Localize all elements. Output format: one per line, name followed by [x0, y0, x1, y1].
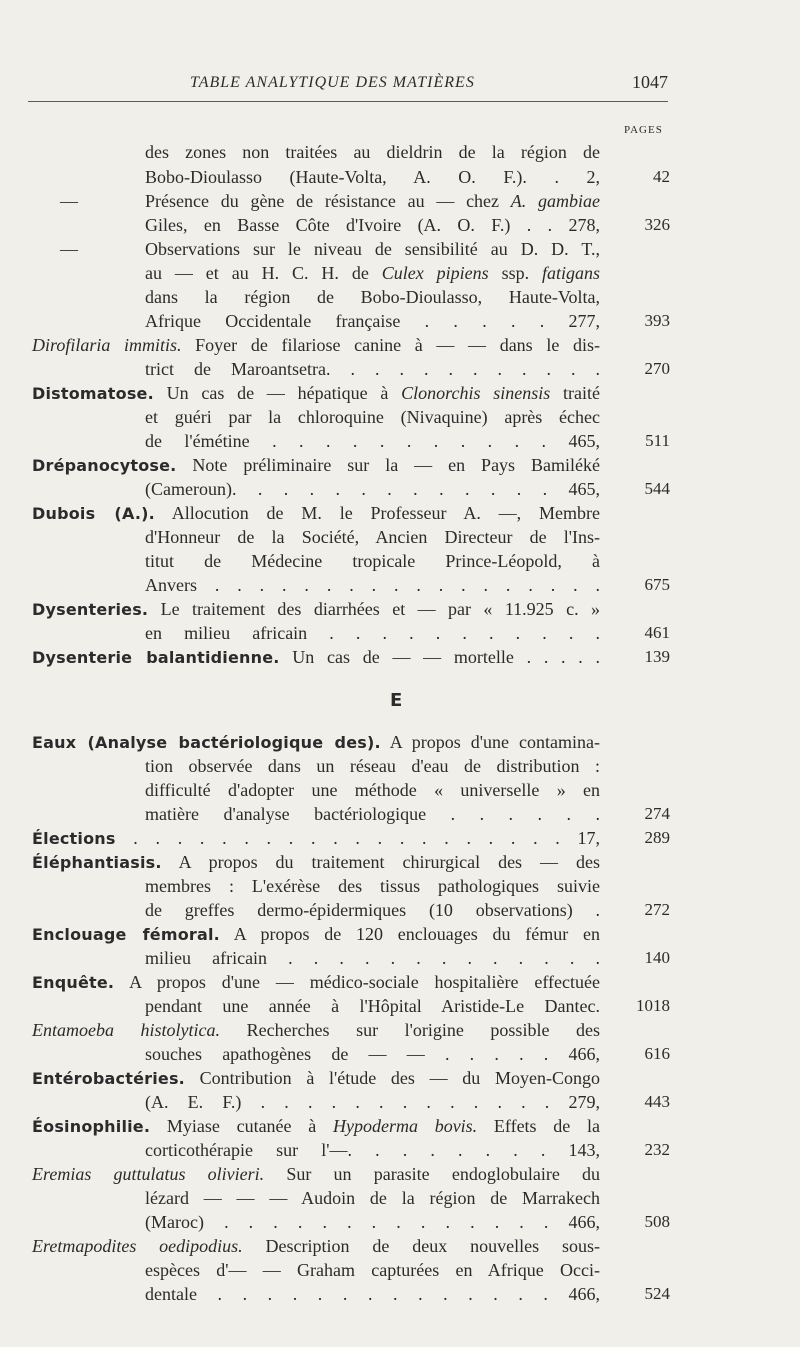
header-rule	[28, 101, 668, 102]
index-line: espèces d'— — Graham capturées en Afrique Occi-	[145, 1260, 600, 1280]
page-reference: 461	[644, 623, 670, 642]
index-line: de l'émétine . . . . . . . . . . . 465,	[145, 431, 600, 451]
index-line: Anvers . . . . . . . . . . . . . . . . . .	[145, 575, 600, 595]
page-reference: 524	[644, 1284, 670, 1303]
index-entry-eosinophilie: Éosinophilie. Myiase cutanée à Hypoderma bovis. Effets de la	[32, 1116, 600, 1136]
index-line: Bobo-Dioulasso (Haute-Volta, A. O. F.). . 2,	[145, 167, 600, 187]
page-reference: 511	[645, 431, 670, 450]
index-entry-enclouage: Enclouage fémoral. A propos de 120 enclouages du fémur en	[32, 924, 600, 944]
index-line: au — et au H. C. H. de Culex pipiens ssp. fatigans	[145, 263, 601, 283]
index-line: Afrique Occidentale française . . . . . 277,	[145, 311, 600, 331]
index-line: Présence du gène de résistance au — chez A. gambiae	[145, 191, 601, 211]
index-line: matière d'analyse bactériologique . . . . . .	[145, 804, 600, 824]
index-entry-dysenterie-balantidienne: Dysenterie balantidienne. Un cas de — — mortelle . . . . .	[32, 647, 601, 667]
index-line: et guéri par la chloroquine (Nivaquine) après échec	[145, 407, 600, 427]
page-reference: 232	[644, 1140, 670, 1159]
page-reference: 1018	[636, 996, 670, 1015]
page-reference: 140	[644, 948, 670, 967]
page-header	[0, 0, 800, 136]
page-reference: 289	[644, 828, 670, 847]
index-line: Observations sur le niveau de sensibilité au D. D. T.,	[145, 239, 600, 259]
index-entry-drepanocytose: Drépanocytose. Note préliminaire sur la — en Pays Bamiléké	[32, 455, 600, 475]
page-reference: 443	[644, 1092, 670, 1111]
index-entry-distomatose: Distomatose. Un cas de — hépatique à Clonorchis sinensis traité	[32, 383, 600, 403]
index-entry-dysenteries: Dysenteries. Le traitement des diarrhées et — par « 11.925 c. »	[32, 599, 600, 619]
index-line: membres : L'exérèse des tissus pathologiques suivie	[145, 876, 600, 896]
page-number: 1047	[632, 72, 668, 92]
index-line: trict de Maroantsetra. . . . . . . . . . . .	[145, 359, 600, 379]
index-entry-eaux: Eaux (Analyse bactériologique des). A propos d'une contamina-	[32, 732, 600, 752]
index-line: tion observée dans un réseau d'eau de distribution :	[145, 756, 600, 776]
index-entry-enterobacteries: Entérobactéries. Contribution à l'étude des — du Moyen-Congo	[32, 1068, 600, 1088]
page-reference: 274	[644, 804, 670, 823]
page-reference: 508	[644, 1212, 670, 1231]
index-line: pendant une année à l'Hôpital Aristide-Le Dantec.	[145, 996, 600, 1016]
index-line: corticothérapie sur l'—. . . . . . . . 143,	[145, 1140, 600, 1160]
index-line: des zones non traitées au dieldrin de la région de	[145, 142, 600, 162]
section-letter: E	[390, 690, 403, 711]
page-reference: 544	[644, 479, 670, 498]
index-line: en milieu africain . . . . . . . . . . .	[145, 623, 600, 643]
index-line: dans la région de Bobo-Dioulasso, Haute-Volta,	[145, 287, 600, 307]
index-line: difficulté d'adopter une méthode « universelle » en	[145, 780, 600, 800]
index-line: dentale . . . . . . . . . . . . . . 466,	[145, 1284, 600, 1304]
index-entry-dubois: Dubois (A.). Allocution de M. le Professeur A. —, Membre	[32, 503, 600, 523]
ditto-dash: —	[60, 191, 78, 211]
page-reference: 393	[644, 311, 670, 330]
index-entry-entamoeba: Entamoeba histolytica. Recherches sur l'origine possible des	[32, 1020, 600, 1040]
page-reference: 616	[644, 1044, 670, 1063]
page-reference: 272	[644, 900, 670, 919]
index-entry-eremias: Eremias guttulatus olivieri. Sur un parasite endoglobulaire du	[32, 1164, 600, 1184]
index-line: souches apathogènes de — — . . . . . 466,	[145, 1044, 600, 1064]
index-entry-elephantiasis: Éléphantiasis. A propos du traitement chirurgical des — des	[32, 852, 600, 872]
index-line: lézard — — — Audoin de la région de Marrakech	[145, 1188, 600, 1208]
index-line: de greffes dermo-épidermiques (10 observations) .	[145, 900, 600, 920]
index-line: milieu africain . . . . . . . . . . . . .	[145, 948, 600, 968]
page-reference: 675	[644, 575, 670, 594]
index-line: Giles, en Basse Côte d'Ivoire (A. O. F.) . . 278,	[145, 215, 600, 235]
index-entry-dirofilaria: Dirofilaria immitis. Foyer de filariose canine à — — dans le dis-	[32, 335, 600, 355]
index-line: (Maroc) . . . . . . . . . . . . . . 466,	[145, 1212, 600, 1232]
pages-column-label: PAGES	[624, 124, 663, 136]
index-line: (A. E. F.) . . . . . . . . . . . . . 279,	[145, 1092, 600, 1112]
page-reference: 326	[644, 215, 670, 234]
page-reference: 42	[653, 167, 670, 186]
index-entry-eretmapodites: Eretmapodites oedipodius. Description de deux nouvelles sous-	[32, 1236, 600, 1256]
index-line: (Cameroun). . . . . . . . . . . . . 465,	[145, 479, 600, 499]
index-entry-elections: Élections . . . . . . . . . . . . . . . . . . . . 17,	[32, 828, 600, 848]
page-reference: 270	[644, 359, 670, 378]
index-line: titut de Médecine tropicale Prince-Léopold, à	[145, 551, 600, 571]
index-entry-enquete: Enquête. A propos d'une — médico-sociale hospitalière effectuée	[32, 972, 600, 992]
index-line: d'Honneur de la Société, Ancien Directeur de l'Ins-	[145, 527, 600, 547]
running-title: TABLE ANALYTIQUE DES MATIÈRES	[190, 74, 475, 91]
page-reference: 139	[644, 647, 670, 666]
ditto-dash: —	[60, 239, 78, 259]
